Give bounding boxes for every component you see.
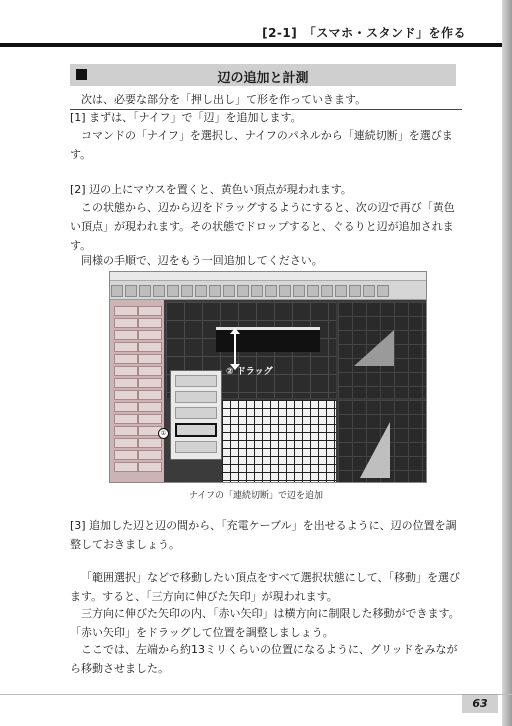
- knife-panel: [170, 370, 222, 460]
- step-3-heading: [3] 追加した辺と辺の間から、「充電ケーブル」を出せるように、辺の位置を調整しておきましょう。: [70, 519, 457, 551]
- screenshot-command-panel: [110, 300, 164, 482]
- step-1-body: コマンドの「ナイフ」を選択し、ナイフのパネルから「連続切断」を選びます。: [70, 129, 453, 161]
- figure-caption: ナイフの「連続切断」で辺を追加: [188, 491, 324, 501]
- screenshot-menubar: [110, 272, 426, 281]
- step-2-heading: [2] 辺の上にマウスを置くと、黄色い頂点が現われます。: [70, 183, 352, 196]
- step-2-body: この状態から、辺から辺をドラッグするようにすると、次の辺で再び「黄色い頂点」が現われます。その状態でドロップすると、ぐるりと辺が追加されます。: [70, 201, 455, 252]
- step-3-body-3: ここでは、左端から約13ミリくらいの位置になるように、グリッドをみながら移動させました。: [70, 643, 458, 675]
- footer-rule: [0, 694, 512, 695]
- model-side-view: [360, 422, 390, 478]
- drag-label: ② ドラッグ: [226, 367, 273, 377]
- step-2-repeat: 同様の手順で、辺をもう一回追加してください。: [81, 254, 323, 267]
- page-number: 63: [462, 694, 498, 713]
- model-3d-view: [354, 330, 394, 366]
- viewport-top-grid: [222, 400, 336, 482]
- step-1-heading: [1] まずは、「ナイフ」で「辺」を追加します。: [70, 111, 302, 124]
- drag-arrow-icon: [234, 332, 236, 366]
- step-3-body-2: 三方向に伸びた矢印の内、「赤い矢印」は横方向に制限した移動ができます。「赤い矢印」をドラッグして位置を調整しましょう。: [70, 607, 460, 639]
- section-title: 辺の追加と計測: [217, 71, 309, 86]
- continuous-cut-option: [175, 423, 217, 437]
- page-edge-bar: [502, 0, 512, 726]
- step-3-body-1: 「範囲選択」などで移動したい頂点をすべて選択状態にして、「移動」を選びます。すると、「三方向に伸びた矢印」が現われます。: [70, 571, 461, 603]
- section-heading: [70, 64, 456, 86]
- header-rule: [0, 43, 512, 47]
- screenshot-toolbar: [110, 281, 426, 300]
- running-header: [2-1] 「スマホ・スタンド」を作る: [262, 26, 466, 40]
- intro-paragraph: 次は、必要な部分を「押し出し」て形を作っていきます。: [70, 90, 462, 110]
- knife-tool-screenshot: [109, 271, 427, 483]
- step-marker: ①: [158, 428, 169, 439]
